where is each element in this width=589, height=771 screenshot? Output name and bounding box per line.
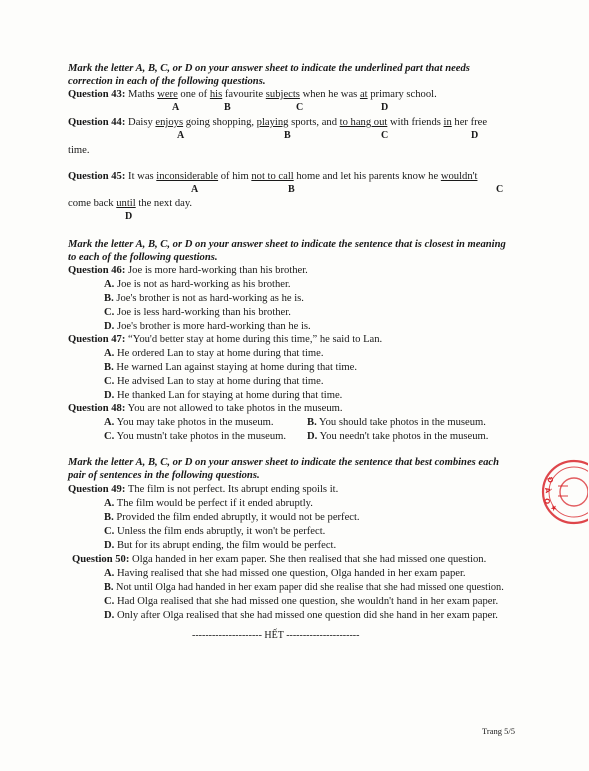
underlined-part-b: his bbox=[209, 89, 223, 100]
option-a: A. He ordered Lan to stay at home during that time. bbox=[104, 348, 324, 359]
underlined-part-a: were bbox=[157, 89, 178, 100]
option-b: B. Joe's brother is not as hard-working as he is. bbox=[104, 293, 304, 304]
question-label: Question 43: bbox=[68, 89, 126, 100]
question-label: Question 47: bbox=[68, 334, 126, 345]
option-c: C. Had Olga realised that she had missed one question, she wouldn't hand in her exam paper. bbox=[104, 596, 499, 607]
question-label: Question 46: bbox=[68, 265, 126, 276]
question-49: Question 49: The film is not perfect. Its abrupt ending spoils it. bbox=[68, 484, 339, 495]
svg-text:Đ: Đ bbox=[545, 475, 555, 485]
option-d: D. But for its abrupt ending, the film would be perfect. bbox=[104, 540, 337, 551]
option-c: C. He advised Lan to stay at home during that time. bbox=[104, 376, 324, 387]
question-43: Question 43: Maths were one of his favourite subjects when he was at primary school. bbox=[68, 89, 437, 100]
letter-a: A bbox=[191, 184, 199, 195]
option-a: A. Joe is not as hard-working as his brother. bbox=[104, 279, 291, 290]
page-number: Trang 5/5 bbox=[482, 726, 515, 736]
question-label: Question 49: bbox=[68, 484, 126, 495]
letter-c: C bbox=[496, 184, 504, 195]
end-marker: --------------------- HẾT ---------------------- bbox=[192, 630, 360, 641]
option-a: A. The film would be perfect if it ended abruptly. bbox=[104, 498, 313, 509]
underlined-part-a: enjoys bbox=[155, 117, 184, 128]
option-c: C. Unless the film ends abruptly, it won't be perfect. bbox=[104, 526, 326, 537]
letter-d: D bbox=[125, 211, 133, 222]
question-label: Question 44: bbox=[68, 117, 126, 128]
option-a: A. Having realised that she had missed one question, Olga handed in her exam paper. bbox=[104, 568, 466, 579]
option-b: B. He warned Lan against staying at home during that time. bbox=[104, 362, 358, 373]
question-47: Question 47: “You'd better stay at home during this time,” he said to Lan. bbox=[68, 334, 383, 345]
option-d: D. Only after Olga realised that she had missed one question did she hand in her exam paper. bbox=[104, 610, 498, 621]
letter-c: C bbox=[296, 102, 304, 113]
option-d: D. You needn't take photos in the museum. bbox=[307, 431, 489, 442]
instruction-3-line-1: Mark the letter A, B, C, or D on your answer sheet to indicate the sentence that best combines each bbox=[68, 457, 500, 468]
option-d: D. He thanked Lan for staying at home during that time. bbox=[104, 390, 343, 401]
question-46: Question 46: Joe is more hard-working than his brother. bbox=[68, 265, 308, 276]
option-b: B. Provided the film ended abruptly, it would not be perfect. bbox=[104, 512, 360, 523]
svg-text:À: À bbox=[543, 486, 552, 494]
instruction-1-line-2: correction in each of the following questions. bbox=[68, 76, 266, 87]
underlined-part-c: to hang out bbox=[339, 117, 388, 128]
stamp-seal bbox=[528, 456, 588, 528]
letter-c: C bbox=[381, 130, 389, 141]
letter-b: B bbox=[224, 102, 231, 113]
option-a: A. You may take photos in the museum. bbox=[104, 417, 274, 428]
underlined-part-b: not to call bbox=[251, 171, 294, 182]
question-label: Question 50: bbox=[72, 554, 130, 565]
underlined-part-d: in bbox=[443, 117, 452, 128]
svg-text:O: O bbox=[542, 497, 551, 505]
letter-b: B bbox=[284, 130, 291, 141]
underlined-part-b: playing bbox=[256, 117, 289, 128]
underlined-part-a: inconsiderable bbox=[156, 171, 219, 182]
instruction-2-line-1: Mark the letter A, B, C, or D on your answer sheet to indicate the sentence that is closest in meaning bbox=[68, 239, 506, 250]
letter-a: A bbox=[172, 102, 180, 113]
question-50: Question 50: Olga handed in her exam paper. She then realised that she had missed one question. bbox=[72, 554, 487, 565]
underlined-part-c: wouldn't bbox=[440, 171, 478, 182]
option-b: B. You should take photos in the museum. bbox=[307, 417, 486, 428]
question-45-continuation: come back until the next day. bbox=[68, 198, 193, 209]
option-b: B. Not until Olga had handed in her exam paper did she realise that she had missed one question. bbox=[104, 582, 504, 593]
svg-text:★: ★ bbox=[548, 502, 560, 514]
instruction-2-line-2: to each of the following questions. bbox=[68, 252, 218, 263]
option-c: C. You mustn't take photos in the museum. bbox=[104, 431, 287, 442]
underlined-part-d: until bbox=[116, 198, 136, 209]
question-45: Question 45: It was inconsiderable of him not to call home and let his parents know he wouldn't bbox=[68, 171, 478, 182]
letter-d: D bbox=[381, 102, 389, 113]
letter-b: B bbox=[288, 184, 295, 195]
option-d: D. Joe's brother is more hard-working than he is. bbox=[104, 321, 311, 332]
instruction-3-line-2: pair of sentences in the following questions. bbox=[68, 470, 260, 481]
stamp-seal-graphic bbox=[528, 456, 588, 528]
question-label: Question 45: bbox=[68, 171, 126, 182]
option-c: C. Joe is less hard-working than his brother. bbox=[104, 307, 291, 318]
question-44-continuation: time. bbox=[68, 145, 90, 156]
question-48: Question 48: You are not allowed to take photos in the museum. bbox=[68, 403, 343, 414]
instruction-1-line-1: Mark the letter A, B, C, or D on your answer sheet to indicate the underlined part that needs bbox=[68, 63, 470, 74]
underlined-part-c: subjects bbox=[265, 89, 300, 100]
question-44: Question 44: Daisy enjoys going shopping, playing sports, and to hang out with friends in her free bbox=[68, 117, 488, 128]
question-label: Question 48: bbox=[68, 403, 126, 414]
letter-d: D bbox=[471, 130, 479, 141]
underlined-part-d: at bbox=[359, 89, 368, 100]
letter-a: A bbox=[177, 130, 185, 141]
